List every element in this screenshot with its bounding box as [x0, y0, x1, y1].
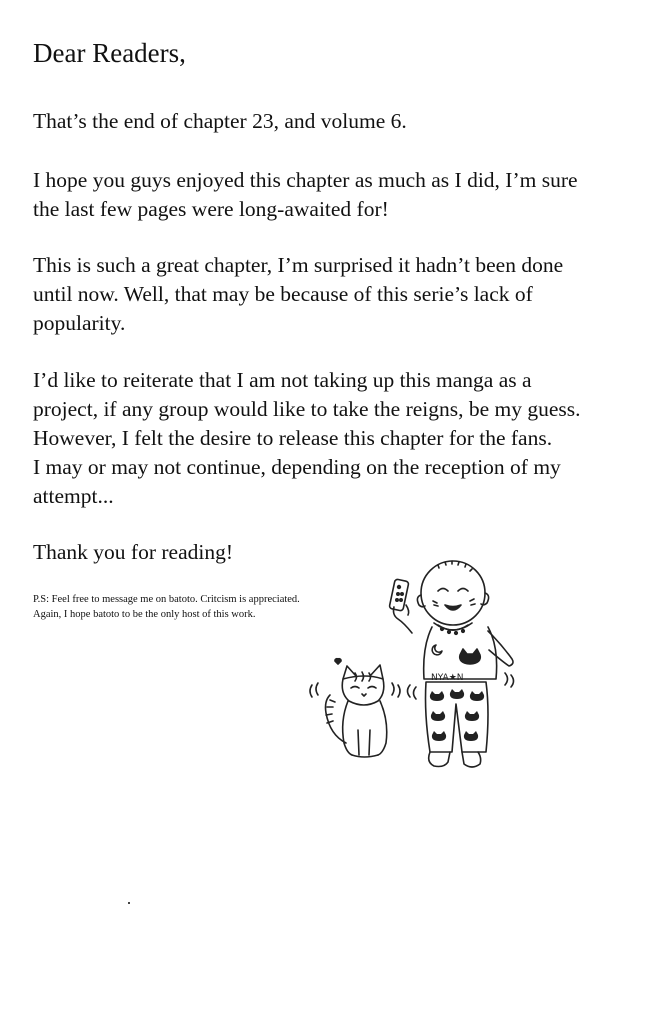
baby-holding-remote-icon: [389, 561, 513, 767]
text-line: I hope you guys enjoyed this chapter as much as I did, I’m sure: [33, 168, 578, 192]
paragraph-chapter-end: [33, 107, 407, 136]
text-line: However, I felt the desire to release this chapter for the fans.: [33, 426, 553, 450]
text-line: project, if any group would like to take the reigns, be my guess.: [33, 397, 581, 421]
stray-dot: [128, 902, 130, 904]
letter-greeting: Dear Readers,: [33, 38, 186, 68]
cat-icon: [310, 659, 400, 757]
cat-and-baby-illustration: [300, 545, 530, 780]
text-line: attempt...: [33, 484, 114, 508]
text-line: I may or may not continue, depending on the reception of my: [33, 455, 561, 479]
paragraph-reiterate: [33, 366, 581, 511]
text-line: This is such a great chapter, I’m surprised it hadn’t been done: [33, 253, 564, 277]
postscript: [33, 592, 300, 622]
postscript-line: Again, I hope batoto to be the only host of this work.: [33, 609, 256, 620]
text-line: Thank you for reading!: [33, 540, 233, 564]
text-line: popularity.: [33, 311, 126, 335]
postscript-line: P.S: Feel free to message me on batoto. Critcism is appreciated.: [33, 594, 300, 605]
paragraph-great-chapter: [33, 251, 563, 338]
text-line: I’d like to reiterate that I am not taking up this manga as a: [33, 368, 532, 392]
shirt-text: NYA★N: [431, 673, 464, 683]
paragraph-thank-you: [33, 538, 233, 567]
text-line: until now. Well, that may be because of this serie’s lack of: [33, 282, 533, 306]
text-line: the last few pages were long-awaited for!: [33, 197, 389, 221]
paragraph-hope-enjoyed: [33, 166, 578, 224]
text-line: That’s the end of chapter 23, and volume 6.: [33, 109, 407, 133]
